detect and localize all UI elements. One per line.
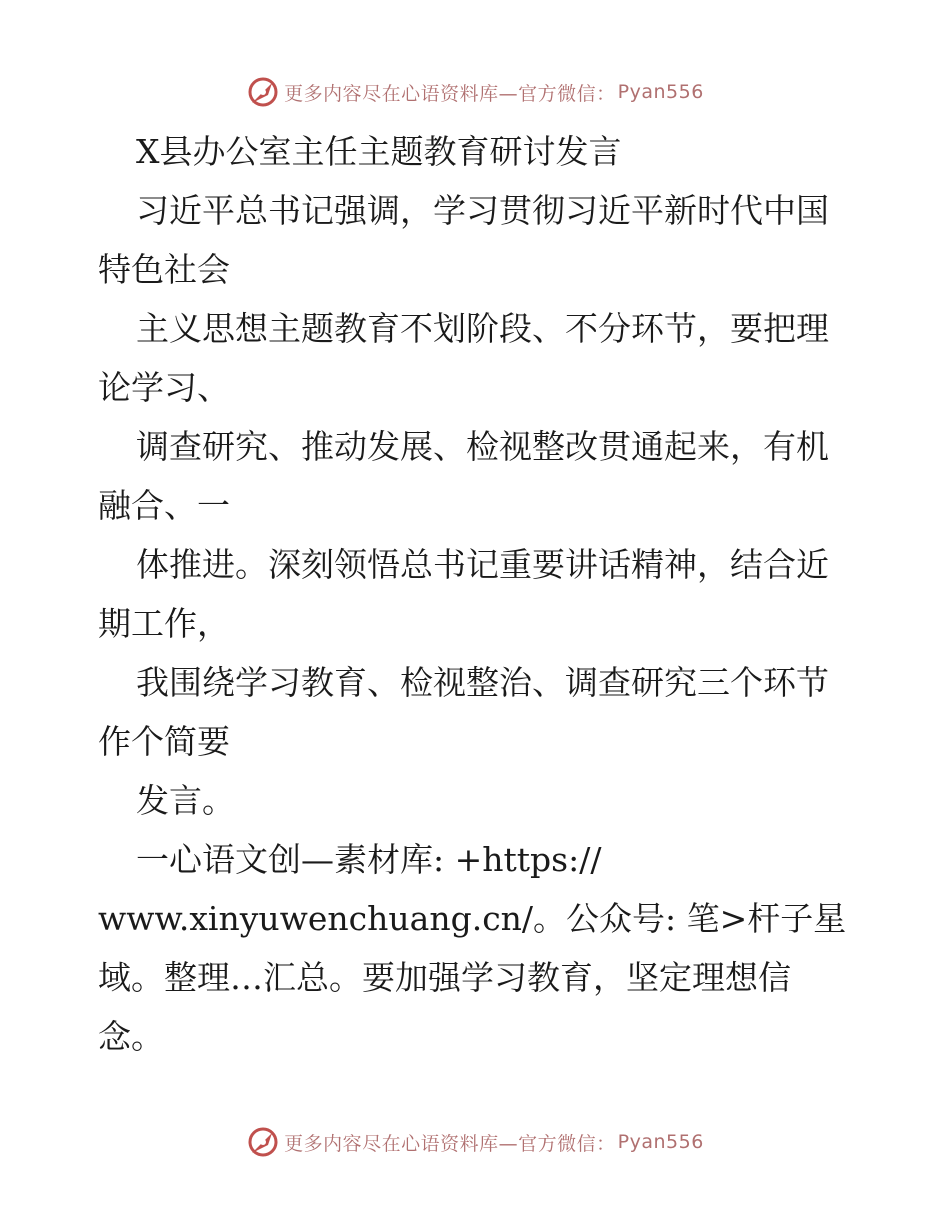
text-line: 主义思想主题教育不划阶段、不分环节，要把理 (136, 309, 829, 348)
header-watermark (0, 72, 950, 112)
watermark-wechat-id: Pyan556 (617, 81, 704, 103)
text-line: 体推进。深刻领悟总书记重要讲话精神，结合近 (136, 545, 829, 584)
text-line: 我围绕学习教育、检视整治、调查研究三个环节 (136, 663, 829, 702)
quill-logo-icon (246, 75, 280, 109)
text-line: 论学习、 (98, 368, 230, 407)
watermark-text: 更多内容尽在心语资料库—官方微信： (284, 1132, 616, 1155)
text-line: 特色社会 (98, 250, 230, 289)
watermark-wechat-id: Pyan556 (617, 1131, 704, 1153)
text-line: www.xinyuwenchuang.cn/。公众号: 笔>杆子星 (98, 899, 847, 938)
text-line: 期工作， (98, 604, 230, 643)
quill-logo-icon (246, 1125, 280, 1159)
text-line: 习近平总书记强调，学习贯彻习近平新时代中国 (136, 191, 829, 230)
watermark-text: 更多内容尽在心语资料库—官方微信： (284, 82, 616, 105)
text-line: 作个简要 (98, 722, 230, 761)
footer-watermark (0, 1122, 950, 1162)
text-line: 一心语文创—素材库: +https:// (136, 840, 602, 879)
document-body (98, 122, 858, 1066)
text-line: 域。整理…汇总。要加强学习教育，坚定理想信 (98, 958, 791, 997)
text-line: 融合、一 (98, 486, 230, 525)
doc-title: X县办公室主任主题教育研讨发言 (136, 132, 622, 171)
text-line: 发言。 (136, 781, 235, 820)
text-line: 念。 (98, 1017, 164, 1056)
text-line: 调查研究、推动发展、检视整改贯通起来，有机 (136, 427, 829, 466)
